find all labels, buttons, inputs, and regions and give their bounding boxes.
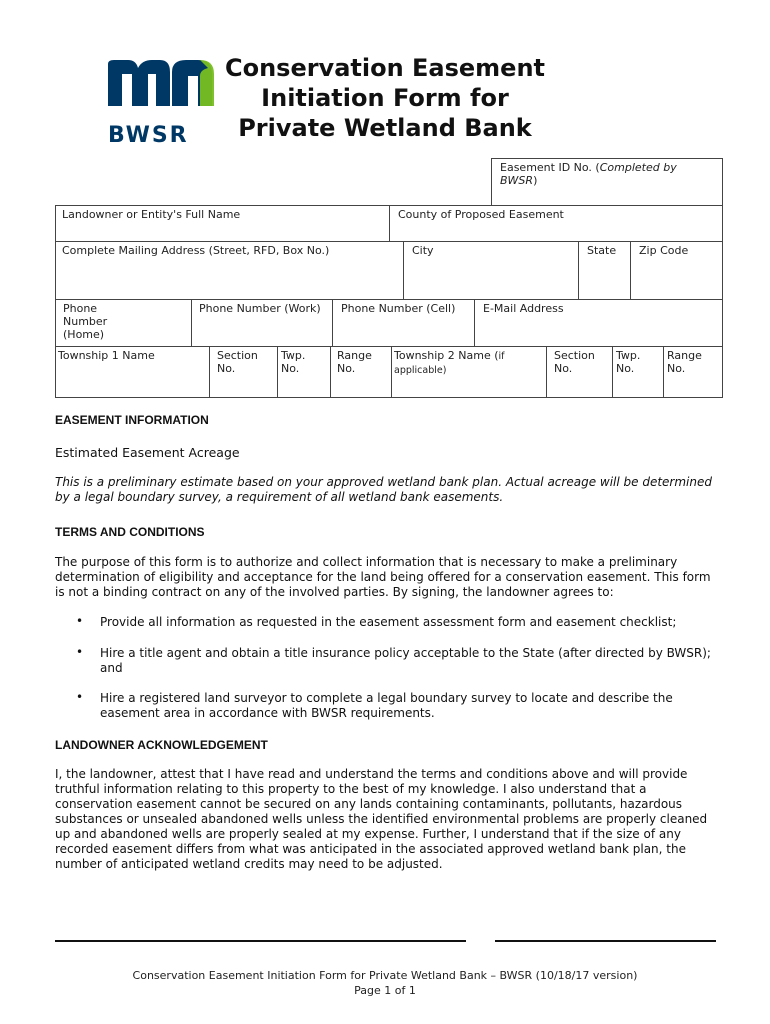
mailing-address-field[interactable] [55,241,404,300]
phone-work-label: Phone Number (Work) [199,302,321,315]
phone-cell-label: Phone Number (Cell) [341,302,456,315]
range1-field[interactable] [330,346,392,398]
zip-label: Zip Code [639,244,689,257]
twp1-label: Twp. No. [281,349,306,375]
title-line-3: Private Wetland Bank [238,114,532,142]
range2-field[interactable] [663,346,723,398]
county-label: County of Proposed Easement [398,208,564,221]
acreage-note: This is a preliminary estimate based on your approved wetland bank plan. Actual acreage will be determined by a legal boundary survey, a requirement of all wetland bank easements. [55,475,712,504]
zip-field[interactable] [630,241,723,300]
mailing-address-label: Complete Mailing Address (Street, RFD, Box No.) [62,244,330,257]
terms-bullet-3: Hire a registered land surveyor to complete a legal boundary survey to locate and describe the easement area in accordance with BWSR requirements. [100,691,673,720]
twp2-label: Twp. No. [616,349,641,375]
landowner-name-label: Landowner or Entity's Full Name [62,208,241,221]
range1-label: Range No. [337,349,372,375]
phone-work-field[interactable] [191,299,333,347]
section2-field[interactable] [546,346,613,398]
easement-id-label-end: ) [533,174,538,187]
range2-label: Range No. [667,349,702,375]
terms-bullet-1-marker: • [76,614,84,628]
terms-intro: The purpose of this form is to authorize and collect information that is necessary to make a preliminary determination of eligibility and acceptance for the land being offered for a conservation easement. This form is not a binding contract on any of the involved parties. By signing, the landowner agrees to: [55,555,711,599]
twp2-field[interactable] [612,346,664,398]
twp1-field[interactable] [277,346,331,398]
easement-id-field[interactable] [491,158,723,206]
signature-line-landowner[interactable] [55,940,466,942]
city-field[interactable] [403,241,579,300]
terms-heading: TERMS AND CONDITIONS [55,525,205,539]
section2-label: Section No. [554,349,595,375]
landowner-name-field[interactable] [55,205,390,242]
township2-label: Township 2 Name ( [394,349,499,362]
acknowledgement-heading: LANDOWNER ACKNOWLEDGEMENT [55,738,268,752]
email-field[interactable] [474,299,723,347]
township1-field[interactable] [55,346,210,398]
township2-field[interactable] [391,346,547,398]
signature-line-date[interactable] [495,940,716,942]
phone-cell-field[interactable] [332,299,475,347]
email-label: E-Mail Address [483,302,564,315]
page-footer [0,968,770,998]
footer-page-number: Page 1 of 1 [354,984,416,997]
terms-bullet-1: Provide all information as requested in the easement assessment form and easement checklist; [100,615,677,629]
terms-bullet-2-marker: • [76,645,84,659]
easement-id-label-italic: Completed by BWSR [500,161,677,187]
section1-field[interactable] [209,346,278,398]
acreage-label: Estimated Easement Acreage [55,445,240,460]
terms-bullet-3-marker: • [76,690,84,704]
phone-home-field[interactable] [55,299,192,347]
state-field[interactable] [578,241,631,300]
county-field[interactable] [389,205,723,242]
city-label: City [412,244,434,257]
title-line-2: Initiation Form for [261,84,509,112]
easement-info-heading: EASEMENT INFORMATION [55,413,209,427]
phone-home-label: Phone Number (Home) [63,302,108,341]
easement-id-label: Easement ID No. ( [500,161,600,174]
township1-label: Township 1 Name [58,349,155,362]
acknowledgement-text: I, the landowner, attest that I have read and understand the terms and conditions above and will provide truthful information relating to this property to the best of my knowledge. I also understand that a conservation easement cannot be secured on any lands containing contaminants, pollutants, hazardous substances or unsealed abandoned wells unless the identified environmental problems are properly cleaned up and abandoned wells are properly sealed at my expense. Further, I understand that if the size of any recorded easement differs from what was anticipated in the associated approved wetland bank plan, the number of anticipated wetland credits may need to be adjusted. [55,767,708,871]
page-title [200,53,570,143]
terms-bullet-2: Hire a title agent and obtain a title insurance policy acceptable to the State (after directed by BWSR); and [100,646,711,675]
section1-label: Section No. [217,349,258,375]
logo-text: BWSR [108,123,189,148]
logo-m-shape [108,60,170,106]
state-label: State [587,244,617,257]
township2-label-small: if applicable) [394,351,505,376]
title-line-1: Conservation Easement [224,54,546,82]
footer-form-version: Conservation Easement Initiation Form for Private Wetland Bank – BWSR (10/18/17 version) [132,969,638,982]
